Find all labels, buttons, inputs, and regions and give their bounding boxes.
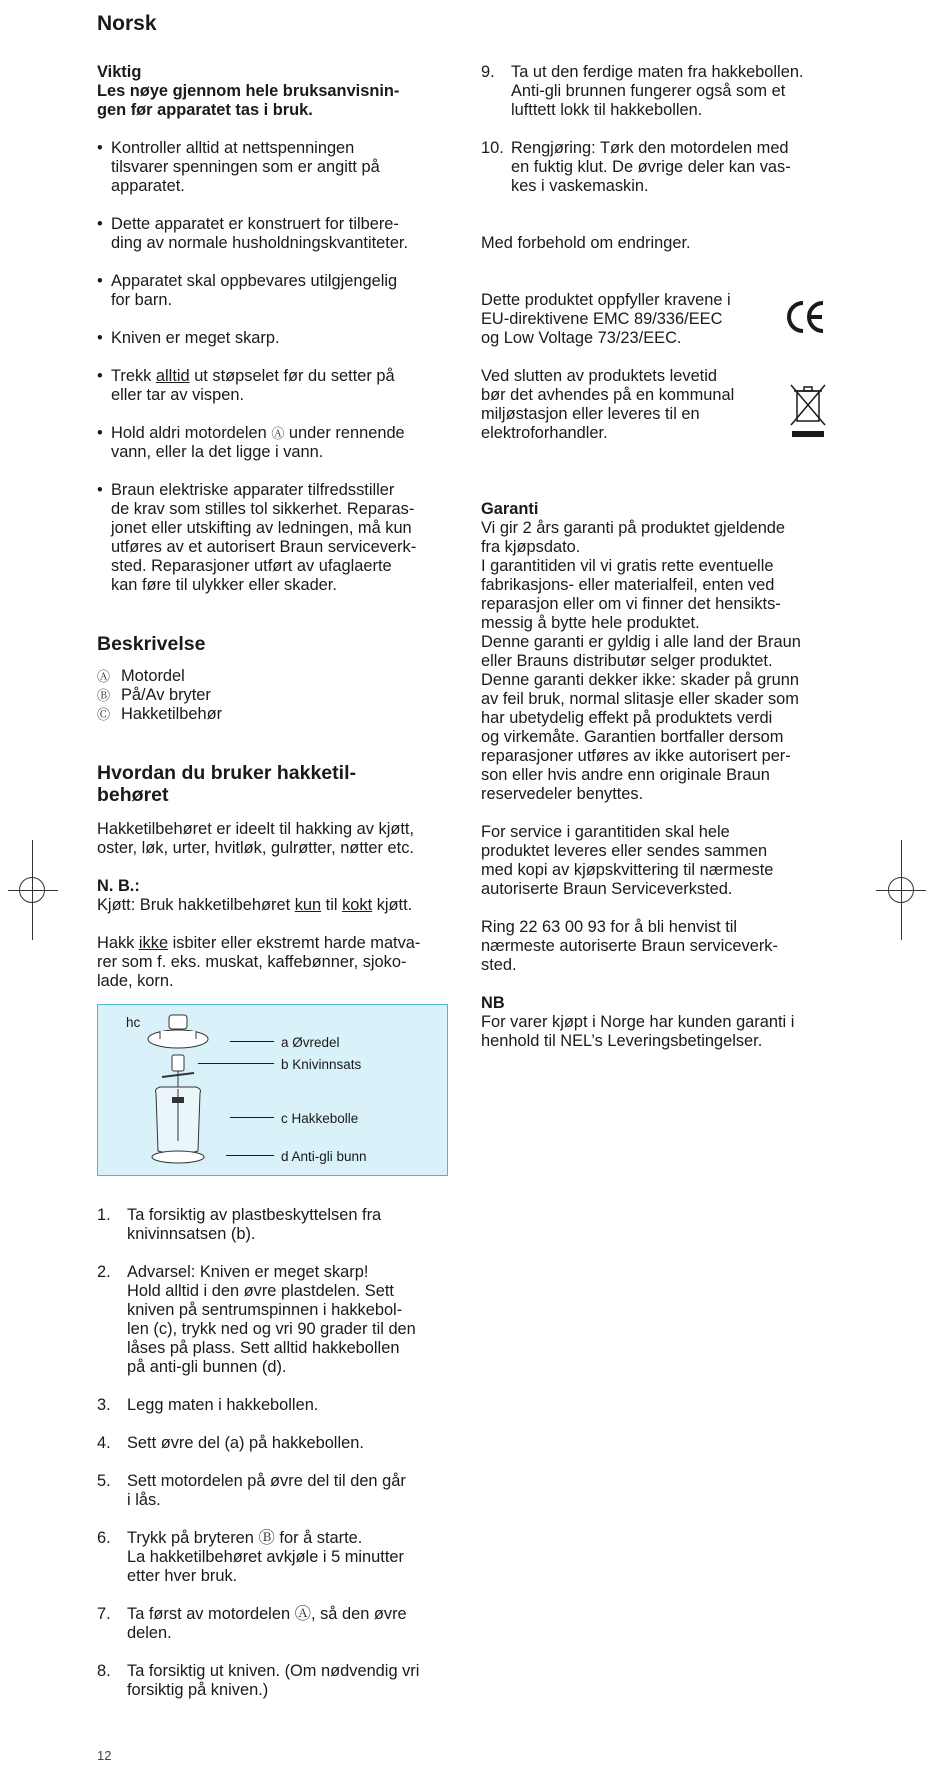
step-9: 9. Ta ut den ferdige maten fra hakkebollen. Anti-gli brunnen fungerer også som et lufttett lokk til hakkebollen. <box>481 63 804 119</box>
howto-intro-1: Hakketilbehøret er ideelt til hakking av kjøtt, <box>97 820 415 838</box>
registration-mark <box>19 877 45 903</box>
label-knife-insert: b Knivinnsats <box>281 1057 362 1072</box>
warranty-heading: Garanti <box>481 500 539 518</box>
page-number: 12 <box>97 1748 112 1763</box>
description-item: Ⓐ Motordel <box>97 667 185 685</box>
step-3: 3. Legg maten i hakkebollen. <box>97 1396 319 1414</box>
left-column <box>97 63 457 1719</box>
service-text: For service i garantitiden skal hele produktet leveres eller sendes sammen med kopi av kjøpskvittering til nærmeste autoriserte Braun Serviceverksted. <box>481 823 774 898</box>
warning-line-2: rer som f. eks. muskat, kaffebønner, sjoko- <box>97 953 407 971</box>
step-8: 8. Ta forsiktig ut kniven. (Om nødvendig vri forsiktig på kniven.) <box>97 1662 420 1699</box>
bullet-water: • Hold aldri motordelen Ⓐ under rennende vann, eller la det ligge i vann. <box>97 424 405 461</box>
registration-mark <box>888 877 914 903</box>
label-bowl: c Hakkebolle <box>281 1111 359 1126</box>
reservation-note: Med forbehold om endringer. <box>481 234 691 252</box>
nb-heading: N. B.: <box>97 877 140 895</box>
nb-text: Kjøtt: Bruk hakketilbehøret kun til kokt kjøtt. <box>97 896 413 914</box>
crossed-bin-icon <box>787 383 829 439</box>
important-heading: Viktig <box>97 63 142 81</box>
label-anti-slip-base: d Anti-gli bunn <box>281 1149 367 1164</box>
bullet-safety: • Braun elektriske apparater tilfredsstiller de krav som stilles tol sikkerhet. Reparas- jonet eller utskifting av ledningen, må kun utføres av et autorisert Braun serviceverk- sted. Reparasjoner utført av ufaglaerte kan føre til ulykker eller skader. <box>97 481 417 594</box>
bullet-unplug: • Trekk alltid ut støpselet før du setter på eller tar av vispen. <box>97 367 395 404</box>
bullet-children: • Apparatet skal oppbevares utilgjengelig for barn. <box>97 272 398 309</box>
bullet-voltage: • Kontroller alltid at nettspenningen tilsvarer spenningen som er angitt på apparatet. <box>97 139 380 195</box>
howto-heading: Hvordan du bruker hakketil- behøret <box>97 762 356 806</box>
description-item: Ⓒ Hakketilbehør <box>97 705 223 723</box>
right-column <box>481 63 851 1051</box>
page-title: Norsk <box>97 12 157 35</box>
howto-intro-2: oster, løk, urter, hvitløk, gulrøtter, nøtter etc. <box>97 839 414 857</box>
warning-line-1: Hakk ikke isbiter eller ekstremt harde matva- <box>97 934 421 952</box>
phone-text: Ring 22 63 00 93 for å bli henvist til nærmeste autoriserte Braun serviceverk- sted. <box>481 918 778 974</box>
step-1: 1. Ta forsiktig av plastbeskyttelsen fra knivinnsatsen (b). <box>97 1206 382 1243</box>
chopper-diagram <box>97 1004 448 1176</box>
ce-section: Dette produktet oppfyller kravene i EU-direktivene EMC 89/336/EEC og Low Voltage 73/23/EEC. <box>481 291 851 348</box>
step-10: 10. Rengjøring: Tørk den motordelen med en fuktig klut. De øvrige deler kan vas- kes i vaskemaskin. <box>481 139 791 195</box>
leader-line <box>230 1041 274 1042</box>
important-subheading-1: Les nøye gjennom hele bruksanvisnin- <box>97 82 400 100</box>
warning-line-3: lade, korn. <box>97 972 174 990</box>
label-upper-part: a Øvredel <box>281 1035 340 1050</box>
nb-section-text: For varer kjøpt i Norge har kunden garanti i henhold til NEL’s Leveringsbetingelser. <box>481 1013 795 1050</box>
description-heading: Beskrivelse <box>97 633 206 655</box>
leader-line <box>230 1117 274 1118</box>
step-7: 7. Ta først av motordelen Ⓐ, så den øvre delen. <box>97 1605 407 1642</box>
important-subheading-2: gen før apparatet tas i bruk. <box>97 101 313 119</box>
ce-mark-icon <box>785 299 827 335</box>
bullet-household: • Dette apparatet er konstruert for tilbere- ding av normale husholdningskvantiteter. <box>97 215 409 252</box>
step-2: 2. Advarsel: Kniven er meget skarp! Hold alltid i den øvre plastdelen. Sett kniven på sentrumspinnen i hakkebol- len (c), trykk ned og vri 90 grader til den låses på plass. Sett alltid hakkebollen på anti-gli bunnen (d). <box>97 1263 416 1376</box>
step-5: 5. Sett motordelen på øvre del til den går i lås. <box>97 1472 406 1509</box>
step-4: 4. Sett øvre del (a) på hakkebollen. <box>97 1434 364 1452</box>
leader-line <box>226 1155 274 1156</box>
weee-section: Ved slutten av produktets levetid bør det avhendes på en kommunal miljøstasjon eller leveres til en elektroforhandler. <box>481 367 851 443</box>
chopper-illustration <box>138 1011 218 1171</box>
warranty-text: Vi gir 2 års garanti på produktet gjeldende fra kjøpsdato. I garantitiden vil vi gratis rette eventuelle fabrikasjons- eller materialfeil, enten ved reparasjon eller om vi finner det hensikts- messig å bytte hele produktet. Denne garanti er gyldig i alle land der Braun eller Brauns distributør selger produktet. Denne garanti dekker ikke: skader på grunn av feil bruk, normal slitasje eller skader som har ubetydelig effekt på produktets verdi og virkemåte. Garantien bortfaller dersom reparasjoner utføres av ikke autorisert per- son eller hvis andre enn originale Braun reservedeler benyttes. <box>481 519 801 803</box>
bullet-knife: • Kniven er meget skarp. <box>97 329 280 347</box>
nb-section-heading: NB <box>481 994 505 1012</box>
leader-line <box>198 1063 274 1064</box>
description-item: Ⓑ På/Av bryter <box>97 686 211 704</box>
diagram-tag: hc <box>126 1015 141 1030</box>
step-6: 6. Trykk på bryteren Ⓑ for å starte. La hakketilbehøret avkjøle i 5 minutter etter hver bruk. <box>97 1529 404 1585</box>
